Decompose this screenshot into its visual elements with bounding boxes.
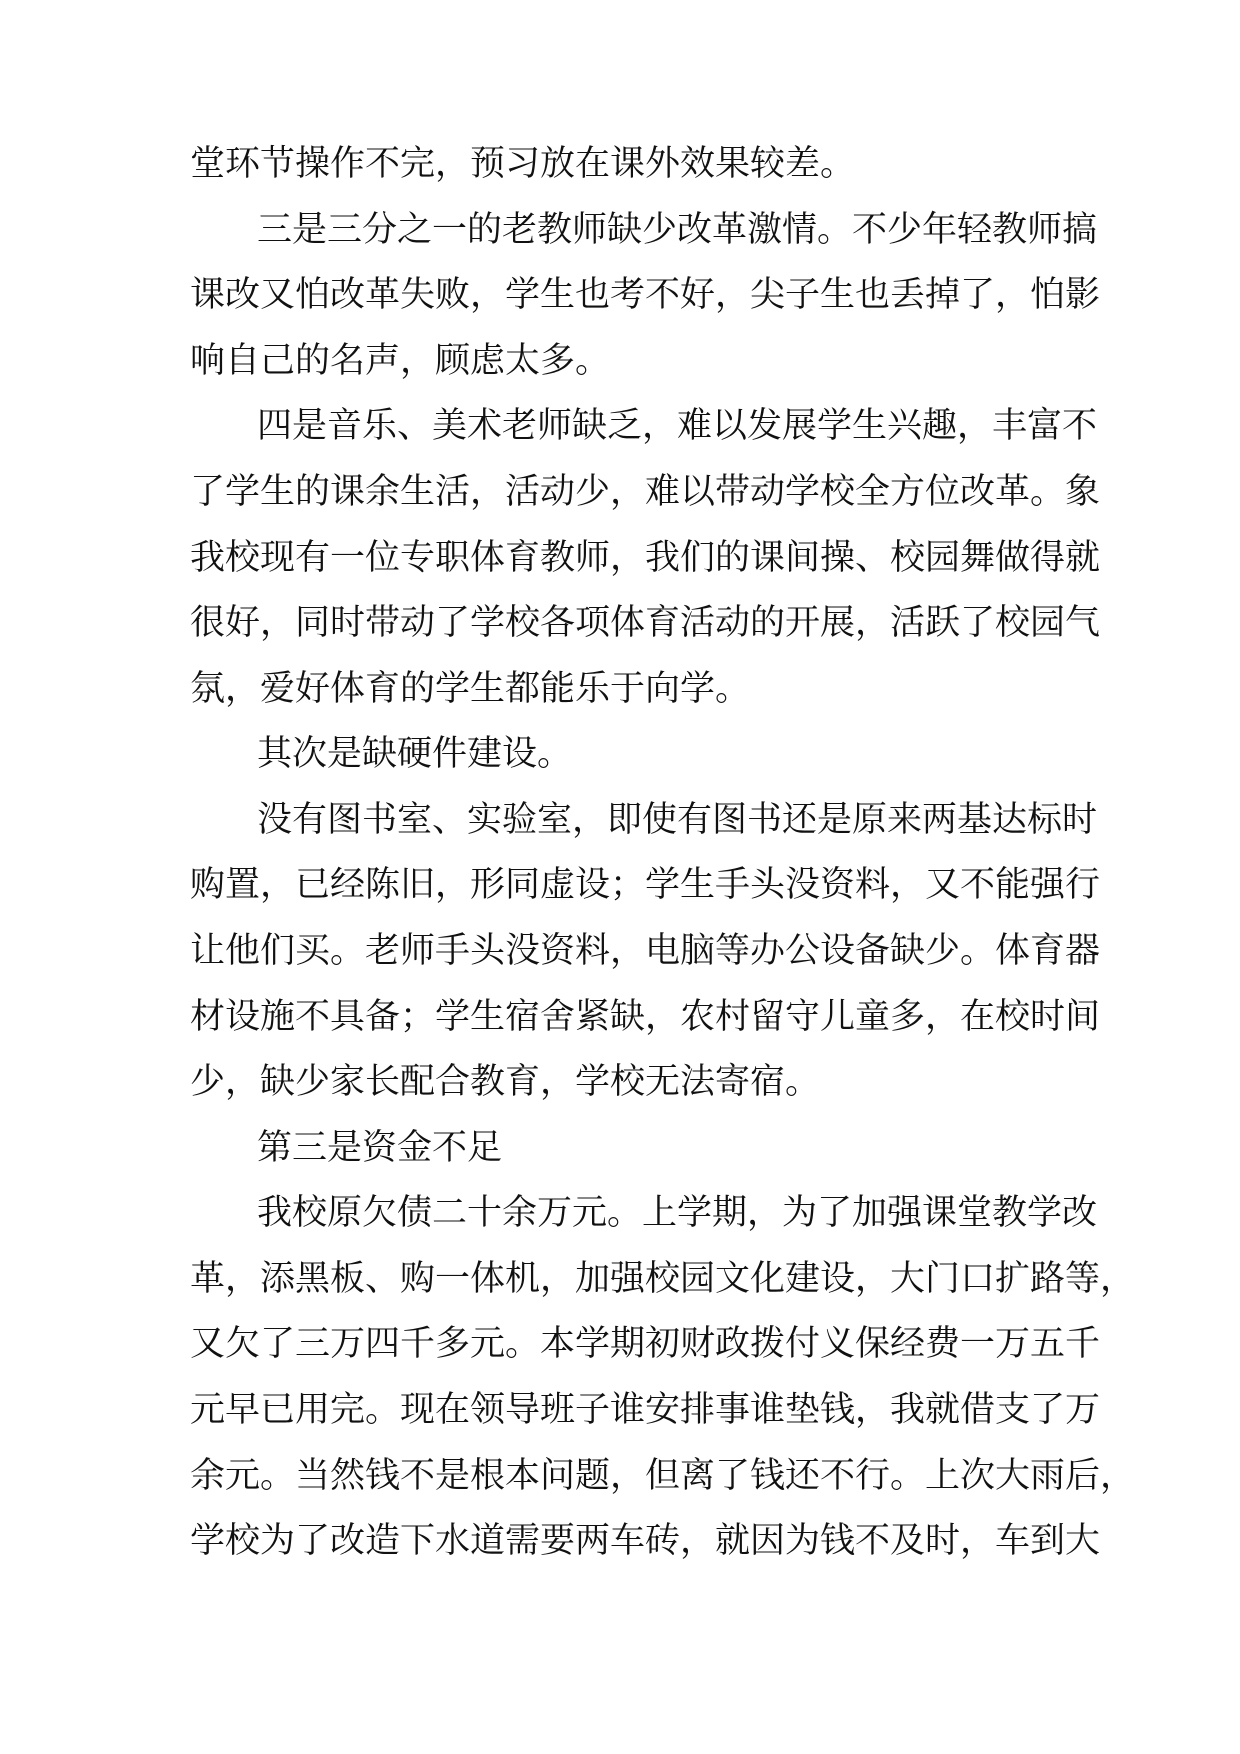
text-line: 少，缺少家长配合教育，学校无法寄宿。: [190, 1062, 821, 1102]
text-line: 很好，同时带动了学校各项体育活动的开展，活跃了校园气: [190, 603, 1101, 643]
paragraph-start-line: 三是三分之一的老教师缺少改革激情。不少年轻教师搞: [257, 210, 1098, 250]
text-line: 购置，已经陈旧，形同虚设；学生手头没资料，又不能强行: [190, 865, 1101, 905]
text-line: 学校为了改造下水道需要两车砖，就因为钱不及时，车到大: [190, 1521, 1101, 1561]
text-line: 又欠了三万四千多元。本学期初财政拨付义保经费一万五千: [190, 1324, 1101, 1364]
paragraph-start-line: 四是音乐、美术老师缺乏，难以发展学生兴趣，丰富不: [257, 406, 1098, 446]
text-line: 我校现有一位专职体育教师，我们的课间操、校园舞做得就: [190, 538, 1101, 578]
text-line: 课改又怕改革失败，学生也考不好，尖子生也丢掉了，怕影: [190, 275, 1101, 315]
text-line: 堂环节操作不完，预习放在课外效果较差。: [190, 144, 856, 184]
text-line: 让他们买。老师手头没资料，电脑等办公设备缺少。体育器: [190, 931, 1101, 971]
text-line: 响自己的名声，顾虑太多。: [190, 341, 611, 381]
text-line: 了学生的课余生活，活动少，难以带动学校全方位改革。象: [190, 472, 1101, 512]
text-line: 氛，爱好体育的学生都能乐于向学。: [190, 669, 751, 709]
paragraph-start-line: 没有图书室、实验室，即使有图书还是原来两基达标时: [257, 800, 1098, 840]
section-heading-line: 第三是资金不足: [257, 1128, 503, 1168]
text-line: 元早已用完。现在领导班子谁安排事谁垫钱，我就借支了万: [190, 1390, 1101, 1430]
paragraph-start-line: 我校原欠债二十余万元。上学期，为了加强课堂教学改: [257, 1193, 1098, 1233]
text-line: 革，添黑板、购一体机，加强校园文化建设，大门口扩路等，: [190, 1259, 1136, 1299]
text-line: 材设施不具备；学生宿舍紧缺，农村留守儿童多，在校时间: [190, 997, 1101, 1037]
text-line: 余元。当然钱不是根本问题，但离了钱还不行。上次大雨后，: [190, 1456, 1136, 1496]
section-heading-line: 其次是缺硬件建设。: [257, 734, 573, 774]
